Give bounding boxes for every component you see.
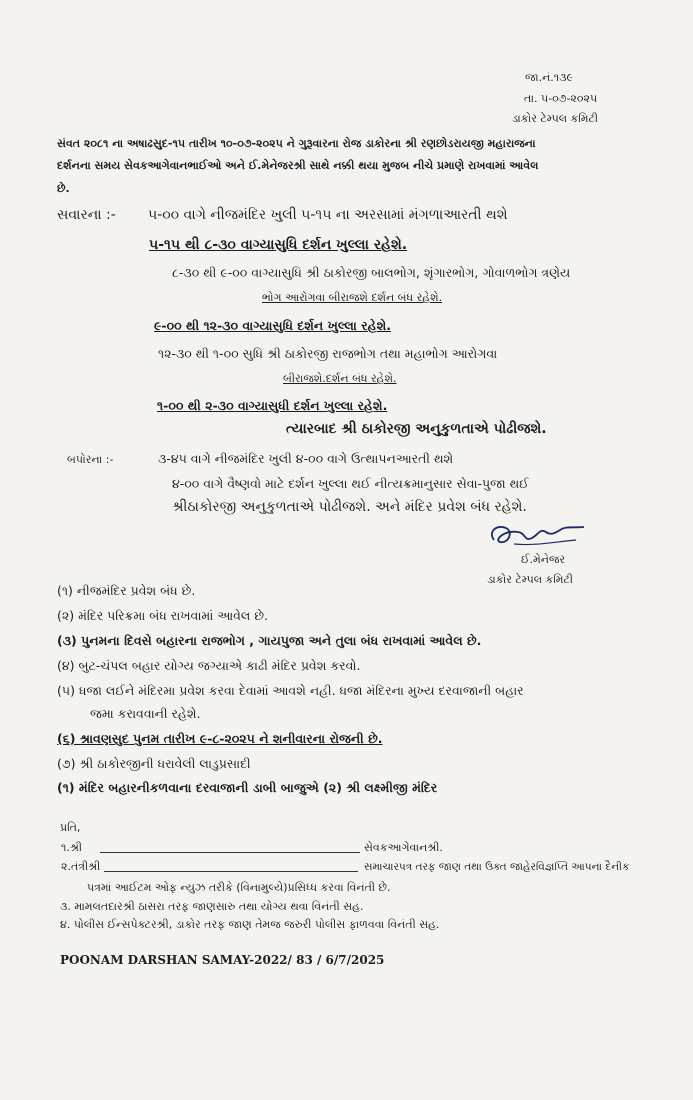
intro-line-2: દર્શનના સમય સેવકઆગેવાનભાઈઓ અને ઈ.મેનેજરશ્રી સાથે નક્કી થયા મુજબ નીચે પ્રમાણે રાખવામાં આવેલ [57, 159, 539, 172]
reference-number: જા.નં.૧૩૯ [525, 71, 574, 84]
note-7: (૭) શ્રી ઠાકોરજીની ધરાવેલી લાડુપ્રસાદી [57, 756, 251, 771]
recipient-2-blank [104, 871, 358, 872]
distribution-prati: પ્રતિ, [60, 821, 81, 834]
afternoon-label: બપોરના :- [67, 453, 114, 466]
recipient-1-suffix: સેવકઆગેવાનશ્રી. [364, 841, 443, 854]
recipient-4: ૪. પોલીસ ઈન્સપેક્ટરશ્રી, ડાકોર તરફ જાણ તેમજ જરુરી પોલીસ ફાળવવા વિનંતી સહ. [60, 918, 440, 931]
recipient-2-suffix: સમાચારપત્ર તરફ જાણ તથા ઉક્ત જાહેરવિજ્ઞપ્તિ આપના દૈનીક [364, 861, 630, 873]
note-5-continued: જમા કરાવવાની રહેશે. [90, 706, 201, 721]
recipient-2-continued: પત્રમાં આઈટમ ઓફ ન્યુઝ તરીકે (વિનામુલ્યે)પ્રસિધ્ધ કરવા વિનંતી છે. [87, 881, 391, 894]
signature-image [484, 518, 594, 552]
note-5: (૫) ધજા લઈને મંદિરમા પ્રવેશ કરવા દેવામાં આવશે નહી. ધજા મંદિરના મુખ્ય દરવાજાની બહાર [57, 683, 524, 698]
recipient-1-label: ૧.શ્રી [61, 841, 82, 854]
signer-organization: ડાકોર ટેમ્પલ કમિટી [487, 573, 574, 586]
recipient-1-blank [100, 852, 360, 853]
morning-line-8: ૧-૦૦ થી ૨-૩૦ વાગ્યાસુધી દર્શન ખુલ્લા રહેશે. [157, 398, 388, 413]
morning-line-9: ત્યારબાદ શ્રી ઠાકોરજી અનુકુળતાએ પોઢીજશે. [286, 421, 547, 437]
morning-line-1: ૫-૦૦ વાગે નીજમંદિર ખુલી ૫-૧૫ ના અરસામાં મંગળાઆરતી થશે [148, 207, 508, 223]
afternoon-line-3: શ્રીઠાકોરજી અનુકુળતાએ પોઢીજશે. અને મંદિર પ્રવેશ બંધ રહેશે. [172, 499, 527, 515]
signer-title: ઈ.મેનેજર [521, 553, 566, 566]
note-1: (૧) નીજમંદિર પ્રવેશ બંધ છે. [57, 583, 196, 598]
morning-line-7: બીરાજશે.દર્શન બંધ રહેશે. [283, 372, 397, 385]
note-2: (૨) મંદિર પરિક્રમા બંધ રાખવામાં આવેલ છે. [57, 608, 268, 623]
intro-line-1: સંવત ૨૦૮૧ ના અષાઢસુદ-૧૫ તારીખ ૧૦-૦૭-૨૦૨૫ ને ગુરૂવારના રોજ ડાકોરના શ્રી રણછોડરાયજી મહારાજના [57, 137, 536, 150]
morning-line-6: ૧૨-૩૦ થી ૧-૦૦ સુધિ શ્રી ઠાકોરજી રાજભોગ તથા મહાભોગ આરોગવા [158, 346, 498, 361]
issuer-name: ડાકોર ટેમ્પલ કમિટી [512, 112, 599, 125]
document-footer-code: POONAM DARSHAN SAMAY-2022/ 83 / 6/7/2025 [60, 953, 385, 967]
intro-line-3: છે. [57, 182, 70, 195]
afternoon-line-2: ૪-૦૦ વાગે વૈષ્ણવો માટે દર્શન ખુલ્લા થઈ નીત્યક્રમાનુસાર સેવા-પુજા થઈ [172, 476, 529, 491]
morning-line-5: ૯-૦૦ થી ૧૨-૩૦ વાગ્યાસુધિ દર્શન ખુલ્લા રહેશે. [154, 318, 391, 333]
morning-line-2: ૫-૧૫ થી ૮-૩૦ વાગ્યાસુધિ દર્શન ખુલ્લા રહેશે. [149, 237, 408, 253]
document-date: તા. ૫-૦૭-૨૦૨૫ [524, 92, 598, 105]
note-3: (૩) પુનમના દિવસે બહારના રાજભોગ , ગાયપુજા અને તુલા બંધ રાખવામાં આવેલ છે. [57, 633, 482, 648]
recipient-3: ૩. મામલતદારશ્રી ઠાસરા તરફ જાણસારુ તથા યોગ્ય થવા વિનંતી સહ. [60, 900, 364, 913]
morning-line-3: ૮-૩૦ થી ૯-૦૦ વાગ્યાસુધિ શ્રી ઠાકોરજી બાલભોગ, શૃંગારભોગ, ગોવાળભોગ ત્રણેય [172, 265, 571, 280]
note-8: (૧) મંદિર બહારનીકળવાના દરવાજાની ડાબી બાજુએ (૨) શ્રી લક્ષ્મીજી મંદિર [57, 780, 438, 795]
recipient-2-label: ૨.તંત્રીશ્રી [61, 860, 101, 873]
afternoon-line-1: ૩-૪૫ વાગે નીજમંદિર ખુલી ૪-૦૦ વાગે ઉત્થાપનઆરતી થશે [158, 451, 454, 466]
note-6: (૬) શ્રાવણસુદ પુનમ તારીખ ૯-૮-૨૦૨૫ ને શનીવારના રોજની છે. [57, 731, 383, 746]
note-4: (૪) બુટ-ચંપલ બહાર યોગ્ય જગ્યાએ કાઢી મંદિર પ્રવેશ કરવો. [57, 658, 361, 673]
morning-label: સવારના :- [57, 207, 116, 223]
morning-line-4: ભોગ આરોગવા બીરાજશે દર્શન બંધ રહેશે. [262, 291, 443, 304]
